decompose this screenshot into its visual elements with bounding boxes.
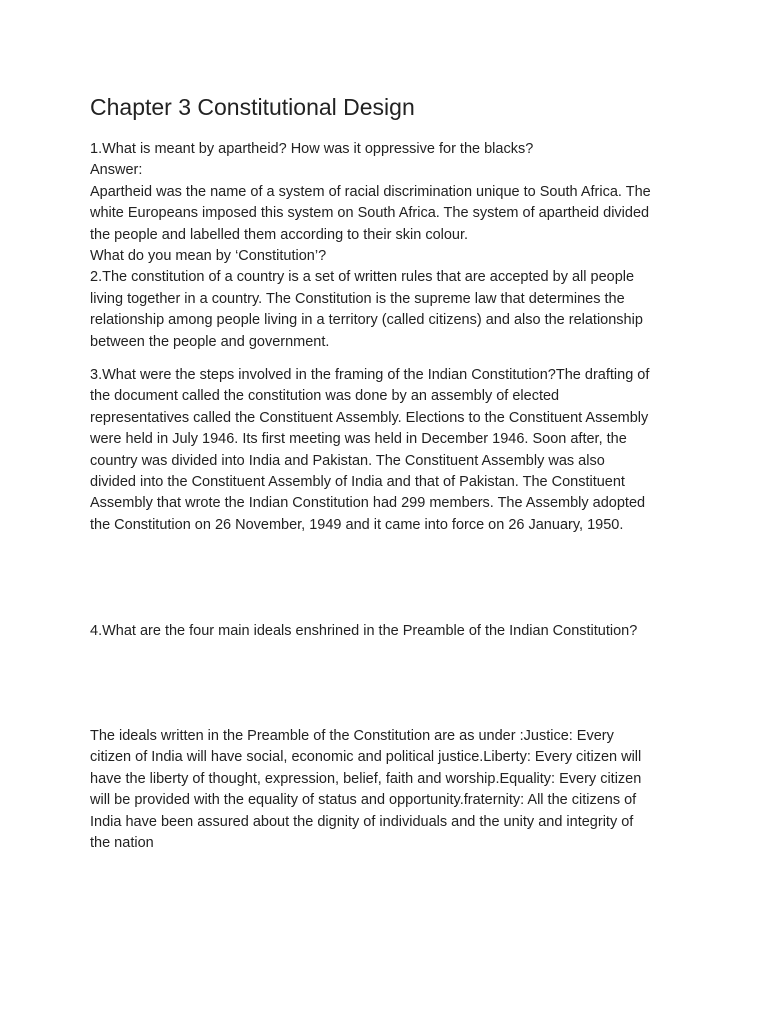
paragraph-line: the document called the constitution was done by an assembly of elected <box>90 388 560 405</box>
paragraph-line: Assembly that wrote the Indian Constitution had 299 members. The Assembly adopted <box>90 495 646 512</box>
paragraph-line: between the people and government. <box>90 333 330 350</box>
answer-label: Answer: <box>90 162 143 179</box>
answer-block-preamble-ideals <box>90 726 690 854</box>
paragraph-line: white Europeans imposed this system on South Africa. The system of apartheid divided <box>90 205 650 222</box>
paragraph-line: India have been assured about the dignity of individuals and the unity and integrity of <box>90 813 634 830</box>
paragraph-line: The ideals written in the Preamble of the Constitution are as under :Justice: Every <box>90 728 614 744</box>
paragraph-line: Apartheid was the name of a system of racial discrimination unique to South Africa. The <box>90 183 651 200</box>
paragraph-line: were held in July 1946. Its first meeting was held in December 1946. Soon after, the <box>90 431 627 448</box>
paragraph-line: the people and labelled them according to their skin colour. <box>90 226 469 243</box>
paragraph-line: 2.The constitution of a country is a set of written rules that are accepted by all people <box>90 269 635 286</box>
question-preamble-ideals: 4.What are the four main ideals enshrined in the Preamble of the Indian Constitution? <box>90 623 638 639</box>
paragraph-line: representatives called the Constituent Assembly. Elections to the Constituent Assembly <box>90 409 649 426</box>
question-constitution: What do you mean by ‘Constitution’? <box>90 248 327 265</box>
question-apartheid: 1.What is meant by apartheid? How was it oppressive for the blacks? <box>90 141 534 157</box>
paragraph-line: living together in a country. The Constitution is the supreme law that determines the <box>90 290 625 307</box>
paragraph-line: citizen of India will have social, economic and political justice.Liberty: Every citizen will <box>90 749 642 766</box>
question-framing-steps: 3.What were the steps involved in the framing of the Indian Constitution?The drafting of <box>90 367 650 383</box>
answer-block-apartheid-constitution <box>90 139 690 353</box>
paragraph-line: the nation <box>90 835 154 852</box>
answer-block-framing-steps <box>90 365 690 536</box>
paragraph-line: the Constitution on 26 November, 1949 and it came into force on 26 January, 1950. <box>90 516 624 533</box>
paragraph-line: relationship among people living in a territory (called citizens) and also the relationship <box>90 312 643 329</box>
paragraph-line: will be provided with the equality of status and opportunity.fraternity: All the citizens of <box>90 792 637 809</box>
paragraph-line: divided into the Constituent Assembly of India and that of Pakistan. The Constituent <box>90 474 625 491</box>
question-block-preamble-ideals <box>90 621 690 642</box>
paragraph-line: have the liberty of thought, expression, belief, faith and worship.Equality: Every citizen <box>90 770 642 787</box>
document-title: Chapter 3 Constitutional Design <box>90 94 415 120</box>
paragraph-line: country was divided into India and Pakistan. The Constituent Assembly was also <box>90 452 605 469</box>
